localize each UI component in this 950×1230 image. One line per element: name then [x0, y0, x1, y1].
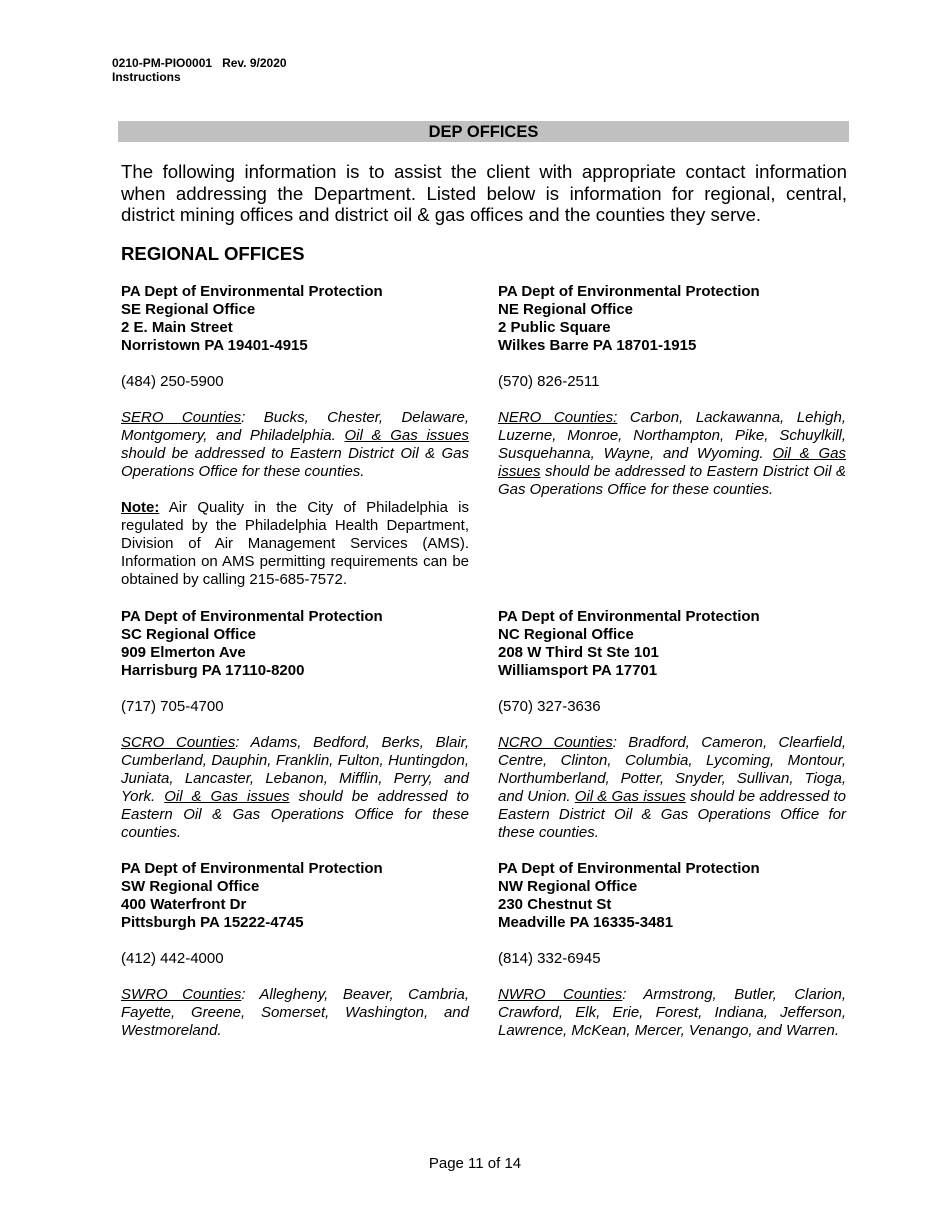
office-phone: (814) 332-6945 — [498, 950, 601, 967]
office-city: Wilkes Barre PA 18701-1915 — [498, 337, 697, 354]
office-address — [121, 283, 469, 355]
document-header — [112, 56, 287, 84]
counties-list: Carbon, Lackawanna, Lehigh, Luzerne, Monroe, Northampton, Pike, Schuylkill, Susquehanna, Wayne, and Wyoming. — [498, 409, 847, 462]
page-number: Page 11 of 14 — [428, 1155, 522, 1172]
office-ne-regional — [498, 283, 846, 499]
counties-list: : Allegheny, Beaver, Cambria, Fayette, Greene, Somerset, Washington, and Westmoreland. — [121, 986, 469, 1039]
office-name: SE Regional Office — [121, 301, 256, 318]
office-city: Pittsburgh PA 15222-4745 — [121, 914, 304, 931]
office-agency: PA Dept of Environmental Protection — [498, 860, 760, 877]
office-phone: (570) 327-3636 — [498, 698, 601, 715]
office-name: SW Regional Office — [121, 878, 260, 895]
office-agency: PA Dept of Environmental Protection — [121, 608, 383, 625]
office-counties — [121, 409, 469, 481]
office-counties — [498, 986, 846, 1040]
office-counties — [121, 734, 469, 842]
office-city: Norristown PA 19401-4915 — [121, 337, 308, 354]
page-title: DEP OFFICES — [118, 121, 849, 142]
counties-label: NERO Counties: — [498, 409, 618, 426]
office-address — [498, 283, 846, 355]
office-agency: PA Dept of Environmental Protection — [498, 608, 760, 625]
office-counties — [498, 734, 846, 842]
note-text: Air Quality in the City of Philadelphia is regulated by the Philadelphia Health Department, Division of Air Management Services (AMS). Information on AMS permitting requirements can be obtained by calling 215-685-7572. — [121, 499, 469, 588]
office-name: SC Regional Office — [121, 626, 257, 643]
section-heading: REGIONAL OFFICES — [121, 243, 305, 264]
office-city: Williamsport PA 17701 — [498, 662, 658, 679]
counties-list: : Adams, Bedford, Berks, Blair, Cumberland, Dauphin, Franklin, Fulton, Huntingdon, Juniata, Lancaster, Lebanon, Mifflin, Perry, and York. — [121, 734, 469, 805]
office-phone: (717) 705-4700 — [121, 698, 224, 715]
oil-gas-text: should be addressed to Eastern Oil & Gas Operations Office for these counties. — [121, 788, 469, 841]
office-agency: PA Dept of Environmental Protection — [121, 860, 383, 877]
office-phone: (484) 250-5900 — [121, 373, 224, 390]
note-label: Note: — [121, 499, 160, 516]
counties-label: SCRO Counties — [121, 734, 236, 751]
office-counties — [121, 986, 469, 1040]
office-address — [498, 608, 846, 680]
oil-gas-text: should be addressed to Eastern District Oil & Gas Operations Office for these counties. — [498, 463, 846, 498]
office-sw-regional — [121, 860, 469, 1040]
office-address — [498, 860, 846, 932]
office-name: NC Regional Office — [498, 626, 634, 643]
oil-gas-label: Oil & Gas issues — [344, 427, 469, 444]
office-street: 2 Public Square — [498, 319, 611, 336]
counties-label: SWRO Counties — [121, 986, 242, 1003]
counties-list: : Bucks, Chester, Delaware, Montgomery, and Philadelphia. — [121, 409, 469, 444]
form-id-line — [112, 56, 287, 70]
counties-label: NWRO Counties — [498, 986, 623, 1003]
office-nw-regional — [498, 860, 846, 1040]
oil-gas-label: Oil & Gas issues — [498, 445, 846, 480]
office-street: 230 Chestnut St — [498, 896, 612, 913]
oil-gas-text: should be addressed to Eastern District Oil & Gas Operations Office for these counties. — [121, 445, 469, 480]
oil-gas-label: Oil & Gas issues — [164, 788, 290, 805]
counties-list: : Bradford, Cameron, Clearfield, Centre, Clinton, Columbia, Lycoming, Montour, Northumberland, Potter, Snyder, Sullivan, Tioga, and Union. — [498, 734, 846, 805]
office-city: Harrisburg PA 17110-8200 — [121, 662, 305, 679]
office-street: 2 E. Main Street — [121, 319, 233, 336]
counties-label: SERO Counties — [121, 409, 242, 426]
office-counties — [498, 409, 846, 499]
office-name: NW Regional Office — [498, 878, 638, 895]
office-se-regional — [121, 283, 469, 589]
office-agency: PA Dept of Environmental Protection — [498, 283, 760, 300]
office-street: 400 Waterfront Dr — [121, 896, 247, 913]
office-street: 208 W Third St Ste 101 — [498, 644, 659, 661]
counties-label: NCRO Counties — [498, 734, 613, 751]
counties-list: : Armstrong, Butler, Clarion, Crawford, Elk, Erie, Forest, Indiana, Jefferson, Lawrence, McKean, Mercer, Venango, and Warren. — [498, 986, 847, 1039]
office-name: NE Regional Office — [498, 301, 634, 318]
revision: Rev. 9/2020 — [222, 56, 287, 70]
intro-paragraph: The following information is to assist the client with appropriate contact information when addressing the Department. Listed below is information for regional, central, district mining offices and district oil & gas offices and the counties they serve. — [121, 161, 847, 226]
office-address — [121, 608, 469, 680]
office-address — [121, 860, 469, 932]
doc-type: Instructions — [112, 70, 181, 84]
oil-gas-text: should be addressed to Eastern District Oil & Gas Operations Office for these counties. — [498, 788, 846, 841]
office-city: Meadville PA 16335-3481 — [498, 914, 674, 931]
office-note — [121, 499, 469, 589]
office-nc-regional — [498, 608, 846, 842]
office-sc-regional — [121, 608, 469, 842]
office-agency: PA Dept of Environmental Protection — [121, 283, 383, 300]
office-street: 909 Elmerton Ave — [121, 644, 246, 661]
office-phone: (412) 442-4000 — [121, 950, 224, 967]
oil-gas-label: Oil & Gas issues — [574, 788, 686, 805]
office-phone: (570) 826-2511 — [498, 373, 600, 390]
form-id: 0210-PM-PIO0001 — [112, 56, 213, 70]
